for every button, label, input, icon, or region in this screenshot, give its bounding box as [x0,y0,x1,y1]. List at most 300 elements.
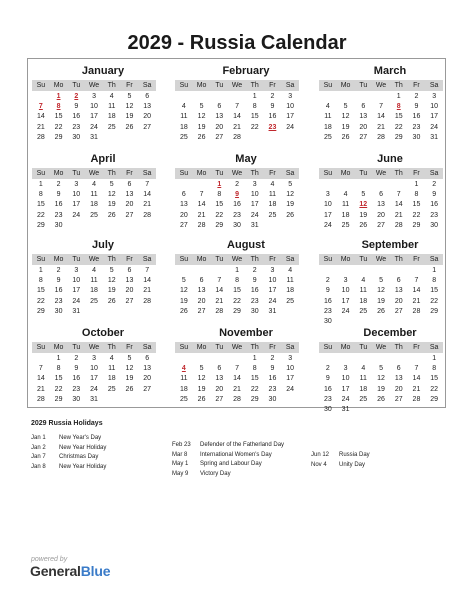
day-cell: 6 [217,103,222,111]
empty-day-cell [103,307,121,317]
day-cell: 23 [430,211,439,219]
weekday-label: Su [179,170,189,177]
day-cell: 1 [432,355,437,362]
weekday-header [319,168,443,179]
day-cell: 12 [107,191,116,199]
day-cell: 28 [36,133,45,141]
weekday-label: Tu [359,344,368,351]
week-row [175,364,299,374]
week-row [32,395,156,405]
holiday-column [172,441,284,479]
empty-day-cell [246,133,264,143]
day-cell: 23 [323,395,332,403]
day-cell: 10 [341,375,350,383]
day-cell: 11 [359,375,367,383]
weekday-header [175,80,299,91]
day-cell: 23 [323,307,332,315]
day-cell: 19 [197,385,206,393]
weekday-label: Sa [285,256,295,263]
week-row [319,266,443,276]
weekday-label: Su [323,344,333,351]
month-december [319,325,443,415]
weekday-label: Sa [285,170,295,177]
day-cell: 18 [90,201,98,209]
day-cell: 25 [90,211,98,219]
weekday-label: Mo [53,170,64,177]
weekday-label: We [231,256,243,263]
day-cell: 17 [90,113,98,121]
week-row [32,92,156,102]
day-cell: 30 [412,133,421,141]
week-row [32,102,156,112]
weekday-label: Su [36,344,46,351]
weekday-label: Tu [215,82,224,89]
day-cell: 3 [343,365,348,373]
weekday-header [175,168,299,179]
day-cell: 22 [54,123,63,131]
day-cell: 9 [74,103,79,111]
weekday-label: We [88,170,100,177]
weekday-label: Th [250,344,259,351]
weekday-label: We [88,82,100,89]
day-cell: 28 [233,133,241,141]
week-row [175,92,299,102]
day-cell: 28 [143,297,152,305]
empty-day-cell [193,354,211,364]
day-cell: 29 [430,395,439,403]
day-cell: 1 [252,93,257,100]
day-cell: 7 [145,267,150,274]
day-cell: 7 [379,103,383,111]
day-cell: 22 [250,385,259,393]
day-cell: 10 [72,277,81,285]
day-cell: 15 [54,375,63,383]
week-row [319,123,443,133]
holiday-date: May 1 [172,461,189,468]
day-cell: 2 [432,181,437,188]
holiday-date: Jan 2 [31,444,46,451]
day-cell: 25 [179,395,188,403]
weekday-header [32,80,156,91]
weekday-label: Fr [413,82,420,89]
day-cell: 13 [215,113,224,121]
weekday-label: We [88,344,100,351]
day-cell: 5 [199,365,204,373]
day-cell: 29 [54,133,63,141]
weekday-label: Fr [269,82,276,89]
day-cell: 23 [250,297,259,305]
day-cell: 5 [379,277,383,285]
empty-day-cell [85,307,103,317]
day-cell: 3 [343,277,348,285]
day-cell: 29 [36,221,45,229]
day-cell: 1 [38,267,43,274]
week-row [175,395,299,405]
day-cell: 3 [288,93,293,100]
day-cell: 7 [235,103,239,111]
day-cell: 18 [359,385,368,393]
day-cell: 6 [396,277,401,285]
weekday-label: Mo [340,256,351,263]
day-cell: 3 [74,181,79,188]
day-cell: 19 [107,201,116,209]
day-cell: 17 [90,375,98,383]
weekday-label: Su [179,256,189,263]
day-cell: 30 [250,307,259,315]
day-cell: 28 [215,307,224,315]
weekday-label: We [231,344,243,351]
holiday-item [31,453,106,463]
weekday-header [32,254,156,265]
weekday-label: Mo [53,344,64,351]
holiday-name: New Year Holiday [59,444,107,451]
day-cell: 21 [412,297,421,305]
day-cell: 27 [394,307,403,315]
holiday-date: Feb 23 [172,442,191,448]
empty-day-cell [175,92,193,102]
day-cell: 13 [197,287,206,295]
day-cell: 16 [54,287,63,295]
empty-day-cell [390,180,408,190]
day-cell: 24 [72,297,81,305]
weekday-label: We [375,170,387,177]
weekday-label: Sa [142,344,152,351]
week-row [175,190,299,200]
day-cell: 27 [215,395,224,403]
day-cell: 24 [430,123,439,131]
day-cell: 8 [396,103,401,111]
day-cell: 16 [268,375,277,383]
weekday-label: Sa [142,82,152,89]
day-cell: 14 [233,375,241,383]
week-row [175,123,299,133]
weekday-label: Mo [340,170,351,177]
day-cell: 15 [430,375,439,383]
day-cell: 22 [233,297,241,305]
week-row [32,286,156,296]
holiday-item [172,470,284,480]
weekday-label: Th [250,82,259,89]
weekday-label: Su [36,256,46,263]
holiday-name: Spring and Labour Day [200,461,262,468]
week-row [175,112,299,122]
week-row [319,180,443,190]
month-march [319,63,443,143]
day-cell: 3 [92,93,96,100]
day-cell: 4 [288,267,293,274]
day-cell: 18 [359,297,368,305]
weekday-label: Fr [126,82,133,89]
holiday-name: Russia Day [339,452,370,458]
weekday-label: Fr [269,170,276,177]
weekday-label: Th [250,256,259,263]
month-name: May [235,153,257,165]
empty-day-cell [85,221,103,231]
week-row [175,354,299,364]
day-cell: 24 [286,123,295,131]
day-cell: 16 [233,201,241,209]
powered-by-text: powered by [31,556,68,563]
day-cell: 15 [250,113,259,121]
week-row [319,221,443,231]
empty-day-cell [193,180,211,190]
day-cell: 30 [54,221,63,229]
week-row [319,307,443,317]
day-cell: 1 [235,267,239,274]
day-cell: 23 [233,211,241,219]
day-cell: 22 [430,297,439,305]
day-cell: 4 [92,267,96,274]
empty-day-cell [103,133,121,143]
day-cell: 16 [412,113,421,121]
day-cell: 5 [181,277,186,285]
day-cell: 19 [179,297,188,305]
month-june [319,151,443,231]
weekday-label: Mo [340,82,351,89]
day-cell: 3 [270,267,275,274]
day-cell: 30 [72,395,81,403]
day-cell: 20 [143,375,152,383]
day-cell: 5 [127,355,132,362]
month-name: February [222,65,270,77]
empty-day-cell [354,405,372,415]
weekday-label: Sa [142,256,152,263]
weekday-label: Fr [269,344,276,351]
weekday-label: Mo [53,256,64,263]
day-cell: 1 [432,267,437,274]
day-cell: 9 [56,277,61,285]
weekday-header [319,342,443,353]
weekday-label: Th [107,170,116,177]
month-may [175,151,299,231]
holiday-date: Mar 8 [172,451,188,458]
day-cell: 25 [90,297,98,305]
day-cell: 3 [432,93,437,100]
day-cell: 6 [145,93,150,100]
weekday-label: Sa [429,170,439,177]
day-cell: 5 [379,365,383,373]
empty-day-cell [390,266,408,276]
day-cell: 3 [74,267,79,274]
day-cell: 30 [233,221,241,229]
day-cell: 24 [268,297,277,305]
empty-day-cell [121,307,139,317]
day-cell: 11 [324,113,332,121]
day-cell: 27 [143,123,152,131]
weekday-label: Fr [269,256,276,263]
day-cell: 8 [217,191,222,199]
day-cell: 8 [414,191,419,199]
holiday-name: International Women's Day [200,451,272,458]
month-july [32,237,156,317]
weekday-label: Fr [126,170,133,177]
empty-day-cell [32,354,50,364]
day-cell: 18 [107,375,116,383]
day-cell: 26 [197,133,206,141]
day-cell: 20 [215,123,224,131]
holidays-title: 2029 Russia Holidays [31,420,103,427]
day-cell: 12 [125,103,134,111]
day-cell: 20 [125,201,134,209]
day-cell: 29 [215,221,224,229]
day-cell: 31 [341,405,350,413]
day-cell: 1 [38,181,43,188]
day-cell: 5 [343,103,348,111]
weekday-label: Su [36,82,46,89]
week-row [32,180,156,190]
day-cell: 23 [54,211,63,219]
day-cell: 2 [325,277,330,285]
week-row [32,200,156,210]
week-row [319,374,443,384]
empty-day-cell [372,405,390,415]
week-row [32,133,156,143]
day-cell: 10 [268,277,277,285]
day-cell: 9 [325,287,330,295]
day-cell: 29 [394,133,403,141]
day-cell: 21 [143,201,152,209]
holiday-name: Unity Day [339,461,366,468]
day-cell: 26 [286,211,295,219]
day-cell: 11 [359,287,367,295]
day-cell: 18 [90,287,98,295]
day-cell: 8 [432,277,437,285]
empty-day-cell [121,395,139,405]
day-cell: 15 [54,113,63,121]
week-row [319,102,443,112]
day-cell: 21 [215,297,224,305]
day-cell: 20 [394,297,403,305]
weekday-label: Tu [359,256,368,263]
day-cell: 4 [109,355,114,362]
empty-day-cell [228,354,246,364]
day-cell: 2 [252,267,257,274]
day-cell: 18 [268,201,277,209]
day-cell: 9 [270,365,275,373]
weekday-label: Mo [196,256,207,263]
day-cell: 28 [197,221,206,229]
day-cell: 20 [215,385,224,393]
day-cell: 6 [145,355,150,362]
day-cell: 9 [270,103,275,111]
day-cell: 29 [250,395,259,403]
empty-day-cell [32,92,50,102]
day-cell: 23 [268,123,277,131]
day-cell: 21 [394,211,403,219]
day-cell: 23 [72,123,81,131]
day-cell: 13 [394,375,403,383]
weekday-label: Th [250,170,259,177]
day-cell: 17 [341,297,350,305]
week-row [319,211,443,221]
weekday-label: We [375,256,387,263]
day-cell: 13 [215,375,224,383]
week-row [32,276,156,286]
day-cell: 21 [36,123,45,131]
day-cell: 24 [286,385,295,393]
week-row [32,112,156,122]
day-cell: 18 [341,211,350,219]
empty-day-cell [408,405,426,415]
week-row [319,133,443,143]
day-cell: 16 [72,375,81,383]
weekday-header [32,168,156,179]
day-cell: 4 [92,181,96,188]
day-cell: 29 [54,395,63,403]
day-cell: 11 [180,375,188,383]
empty-day-cell [193,92,211,102]
day-cell: 8 [252,365,257,373]
day-cell: 9 [74,365,79,373]
day-cell: 13 [125,191,134,199]
day-cell: 31 [250,221,259,229]
day-cell: 6 [127,181,132,188]
day-cell: 3 [288,355,293,362]
empty-day-cell [425,405,443,415]
weekday-label: Tu [72,82,81,89]
empty-day-cell [319,180,337,190]
day-cell: 9 [325,375,330,383]
empty-day-cell [210,354,228,364]
day-cell: 8 [432,365,437,373]
empty-day-cell [175,180,193,190]
weekday-label: Th [107,344,116,351]
holiday-name: Christmas Day [59,454,99,461]
brand-name-part2: Blue [80,563,111,579]
day-cell: 28 [412,395,421,403]
day-cell: 25 [268,211,277,219]
week-row [32,190,156,200]
month-name: July [91,239,114,251]
week-row [175,211,299,221]
day-cell: 25 [107,123,116,131]
day-cell: 8 [38,191,43,199]
day-cell: 21 [233,123,241,131]
day-cell: 23 [268,385,277,393]
week-row [319,297,443,307]
day-cell: 19 [359,211,368,219]
day-cell: 22 [250,123,259,131]
month-name: November [219,327,273,339]
day-cell: 13 [359,113,368,121]
day-cell: 23 [412,123,421,131]
empty-day-cell [67,221,85,231]
month-april [32,151,156,231]
day-cell: 28 [412,307,421,315]
day-cell: 7 [414,277,419,285]
holiday-name: New Year's Day [59,435,102,441]
day-cell: 2 [325,365,330,373]
weekday-label: Th [107,82,116,89]
day-cell: 26 [107,297,116,305]
weekday-label: Th [394,344,403,351]
day-cell: 9 [235,191,239,199]
day-cell: 23 [54,297,63,305]
empty-day-cell [337,354,355,364]
day-cell: 30 [430,221,439,229]
day-cell: 25 [179,133,188,141]
holiday-date: Jan 8 [31,463,46,470]
day-cell: 2 [74,93,79,100]
day-cell: 10 [323,201,332,209]
day-cell: 30 [323,405,332,413]
day-cell: 25 [359,307,368,315]
day-cell: 14 [233,113,241,121]
day-cell: 12 [377,375,385,383]
day-cell: 16 [250,287,259,295]
day-cell: 21 [197,211,206,219]
day-cell: 29 [412,221,421,229]
